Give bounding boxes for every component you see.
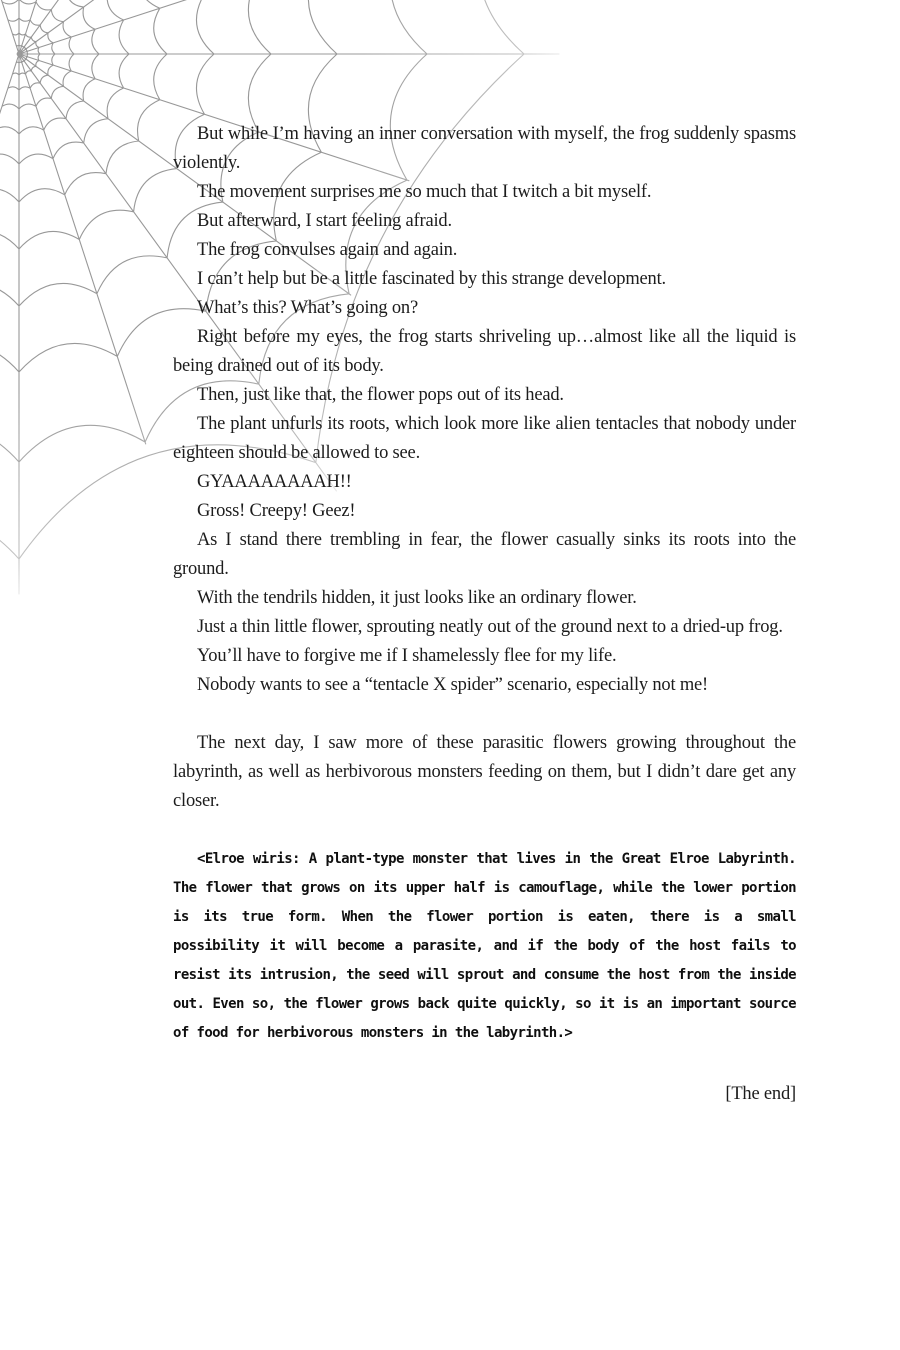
story-paragraph: I can’t help but be a little fascinated by this strange development. <box>197 269 666 289</box>
story-paragraph: As I stand there trembling in fear, the flower casually sinks its roots into the ground. <box>173 530 796 579</box>
story-paragraph: Just a thin little flower, sprouting neatly out of the ground next to a dried-up frog. <box>197 617 783 637</box>
story-paragraph: But while I’m having an inner conversation with myself, the frog suddenly spasms violently. <box>173 124 796 173</box>
story-paragraph: Nobody wants to see a “tentacle X spider” scenario, especially not me! <box>197 675 709 695</box>
story-paragraph: With the tendrils hidden, it just looks like an ordinary flower. <box>197 588 637 608</box>
the-end-label: [The end] <box>725 1084 796 1104</box>
story-paragraph-next-day: The next day, I saw more of these parasitic flowers growing throughout the labyrinth, as well as herbivorous monsters feeding on them, but I didn’t dare get any closer. <box>173 733 796 811</box>
story-paragraph: But afterward, I start feeling afraid. <box>197 211 452 231</box>
story-paragraph-scream: GYAAAAAAAAH!! <box>197 472 352 492</box>
appraisal-system-message: <Elroe wiris: A plant-type monster that lives in the Great Elroe Labyrinth. The flower that grows on its upper half is camouflage, while the lower portion is its true form. When the flower portion is eaten, there is a small possibility it will become a parasite, and if the body of the host fails to resist its intrusion, the seed will sprout and consume the host from the inside out. Even so, the flower grows back quite quickly, so it is an important source of food for herbivorous monsters in the labyrinth.> <box>173 851 796 1041</box>
story-text <box>173 120 796 1109</box>
story-paragraph: The plant unfurls its roots, which look more like alien tentacles that nobody under eighteen should be allowed to see. <box>173 414 796 463</box>
story-paragraph: The frog convulses again and again. <box>197 240 458 260</box>
story-paragraph: What’s this? What’s going on? <box>197 298 418 318</box>
story-paragraph: You’ll have to forgive me if I shamelessly flee for my life. <box>197 646 617 666</box>
story-paragraph: Right before my eyes, the frog starts shriveling up…almost like all the liquid is being drained out of its body. <box>173 327 796 376</box>
story-paragraph: The movement surprises me so much that I twitch a bit myself. <box>197 182 652 202</box>
story-paragraph: Then, just like that, the flower pops out of its head. <box>197 385 564 405</box>
spiderweb-hub <box>17 52 22 57</box>
story-paragraph: Gross! Creepy! Geez! <box>197 501 356 521</box>
